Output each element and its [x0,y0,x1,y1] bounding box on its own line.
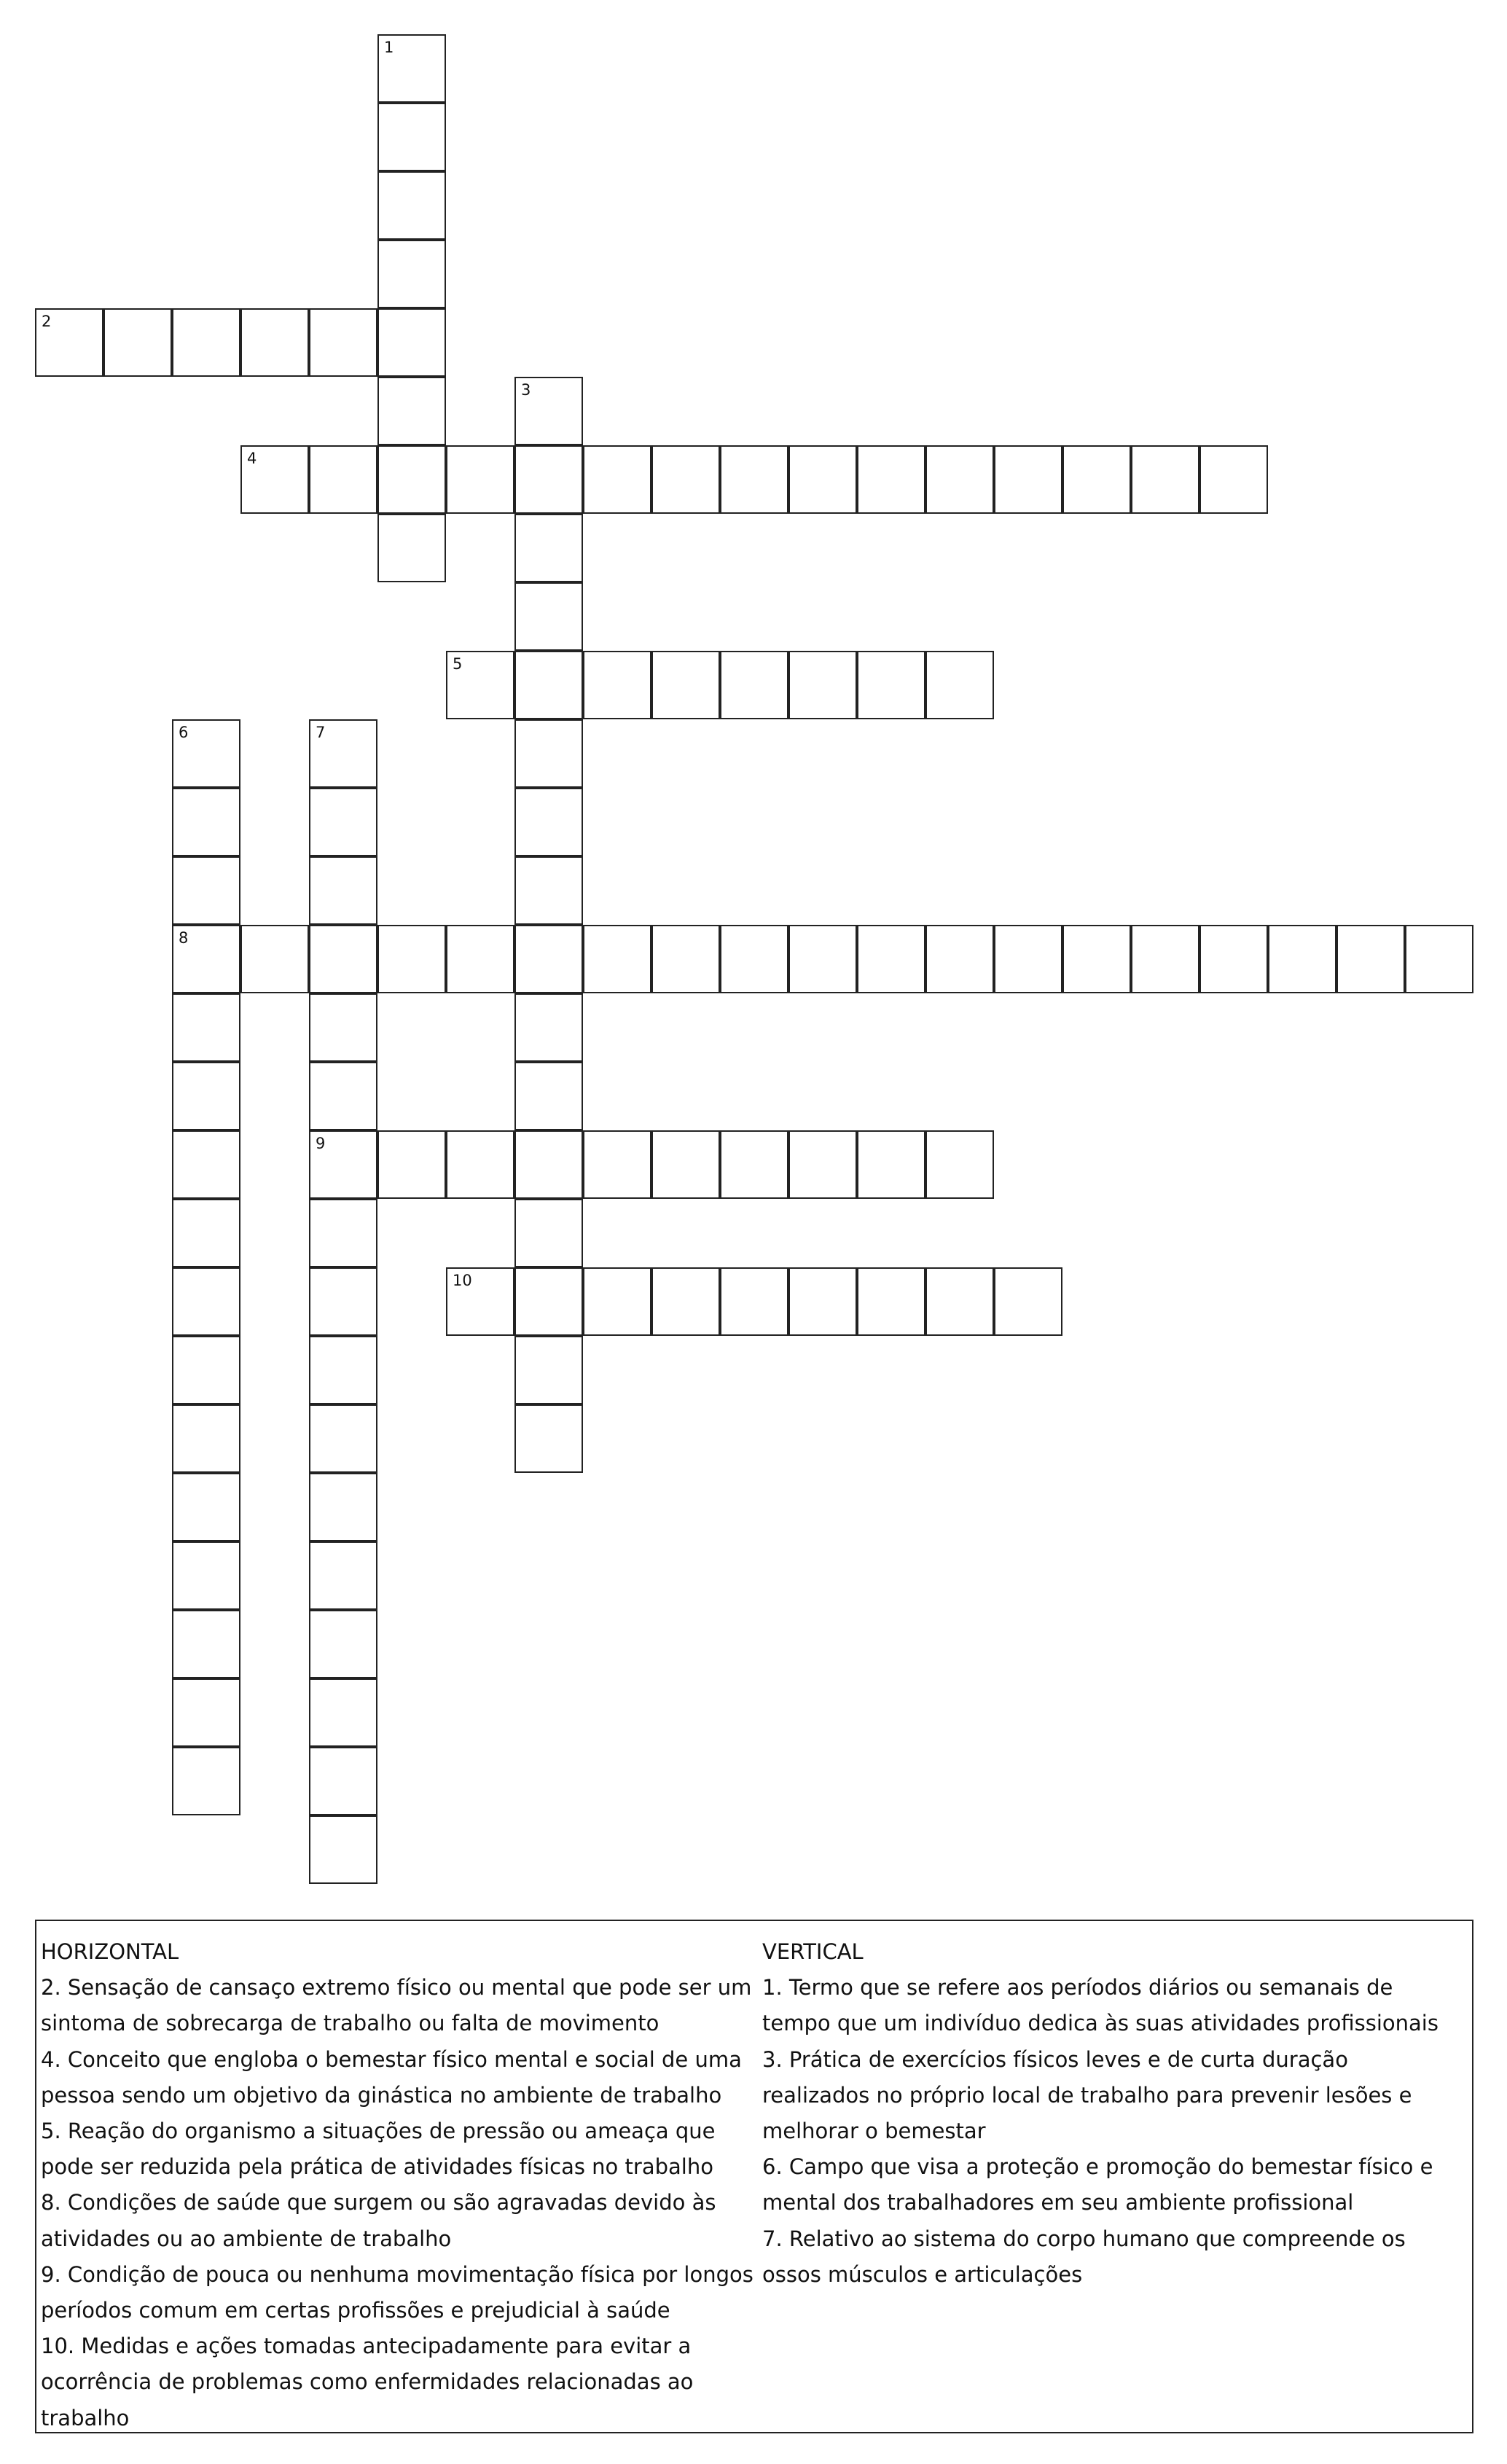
grid-cell[interactable] [172,719,240,788]
grid-cell[interactable] [309,1473,377,1541]
grid-cell[interactable] [377,514,446,582]
grid-cell[interactable] [172,1267,240,1336]
grid-cell[interactable] [925,1130,994,1199]
grid-cell[interactable] [720,925,788,993]
grid-cell[interactable] [720,1267,788,1336]
grid-cell[interactable] [514,1267,583,1336]
grid-cell[interactable] [1199,445,1268,514]
grid-cell[interactable] [925,925,994,993]
grid-cell[interactable] [309,1541,377,1610]
clue-10-across: 10. Medidas e ações tomadas antecipadamente para evitar a ocorrência de problemas como enfermidades relacionadas ao trabalho [41,2334,694,2430]
grid-cell[interactable] [309,1336,377,1404]
grid-cell[interactable] [925,651,994,719]
grid-cell[interactable] [172,993,240,1062]
grid-cell[interactable] [172,1336,240,1404]
grid-cell[interactable] [172,1130,240,1199]
clue-number: 6 [179,724,189,741]
grid-cell[interactable] [514,582,583,651]
clue-number: 9 [316,1135,326,1152]
grid-cell[interactable] [172,1404,240,1473]
horizontal-clues [41,1934,762,2436]
grid-cell[interactable] [1062,445,1131,514]
grid-cell[interactable] [1199,925,1268,993]
grid-cell[interactable] [309,1267,377,1336]
grid-cell[interactable] [172,1610,240,1678]
grid-cell[interactable] [172,1747,240,1815]
grid-cell[interactable] [172,1199,240,1267]
grid-cell[interactable] [583,925,651,993]
grid-cell[interactable] [240,445,309,514]
grid-cell[interactable] [35,308,103,377]
grid-cell[interactable] [788,651,857,719]
grid-cell[interactable] [514,1336,583,1404]
grid-cell[interactable] [514,445,583,514]
grid-cell[interactable] [720,445,788,514]
grid-cell[interactable] [925,1267,994,1336]
grid-cell[interactable] [309,856,377,925]
grid-cell[interactable] [377,1130,446,1199]
clue-1-down: 1. Termo que se refere aos períodos diários ou semanais de tempo que um indivíduo dedica às suas atividades profissionais [762,1975,1438,2036]
grid-cell[interactable] [788,925,857,993]
grid-cell[interactable] [309,445,377,514]
grid-cell[interactable] [309,1130,377,1199]
grid-cell[interactable] [377,171,446,240]
grid-cell[interactable] [309,788,377,856]
grid-cell[interactable] [172,308,240,377]
grid-cell[interactable] [172,1473,240,1541]
grid-cell[interactable] [583,445,651,514]
clue-5-across: 5. Reação do organismo a situações de pressão ou ameaça que pode ser reduzida pela prática de atividades físicas no trabalho [41,2119,716,2180]
grid-cell[interactable] [446,925,514,993]
grid-cell[interactable] [309,1199,377,1267]
clue-8-across: 8. Condições de saúde que surgem ou são agravadas devido às atividades ou ao ambiente de trabalho [41,2190,716,2251]
grid-cell[interactable] [857,445,925,514]
grid-cell[interactable] [514,856,583,925]
grid-cell[interactable] [514,514,583,582]
grid-cell[interactable] [172,1678,240,1747]
grid-cell[interactable] [446,651,514,719]
grid-cell[interactable] [377,925,446,993]
grid-cell[interactable] [514,993,583,1062]
grid-cell[interactable] [309,993,377,1062]
grid-cell[interactable] [240,308,309,377]
grid-cell[interactable] [172,856,240,925]
grid-cell[interactable] [309,1678,377,1747]
clue-number: 1 [384,39,394,56]
grid-cell[interactable] [172,1541,240,1610]
clue-number: 2 [42,313,52,330]
clue-number: 5 [453,655,463,673]
grid-cell[interactable] [377,103,446,171]
clue-6-down: 6. Campo que visa a proteção e promoção do bemestar físico e mental dos trabalhadores em seu ambiente profissional [762,2154,1433,2215]
grid-cell[interactable] [583,651,651,719]
grid-cell[interactable] [377,445,446,514]
grid-cell[interactable] [1062,925,1131,993]
grid-cell[interactable] [651,1130,720,1199]
grid-cell[interactable] [172,1062,240,1130]
grid-cell[interactable] [309,1815,377,1884]
grid-cell[interactable] [446,1267,514,1336]
grid-cell[interactable] [651,445,720,514]
grid-cell[interactable] [788,445,857,514]
grid-cell[interactable] [514,377,583,445]
grid-cell[interactable] [994,1267,1062,1336]
grid-cell[interactable] [994,925,1062,993]
grid-cell[interactable] [309,1062,377,1130]
grid-cell[interactable] [377,308,446,377]
vertical-heading: VERTICAL [762,1939,864,1964]
grid-cell[interactable] [857,925,925,993]
clue-2-across: 2. Sensação de cansaço extremo físico ou mental que pode ser um sintoma de sobrecarga de trabalho ou falta de movimento [41,1975,752,2036]
grid-cell[interactable] [514,651,583,719]
grid-cell[interactable] [857,1267,925,1336]
grid-cell[interactable] [514,1130,583,1199]
grid-cell[interactable] [377,377,446,445]
clue-number: 10 [453,1272,472,1289]
grid-cell[interactable] [172,925,240,993]
grid-cell[interactable] [377,34,446,103]
grid-cell[interactable] [788,1130,857,1199]
clue-9-across: 9. Condição de pouca ou nenhuma movimentação física por longos períodos comum em certas profissões e prejudicial à saúde [41,2261,754,2323]
grid-cell[interactable] [651,1267,720,1336]
grid-cell[interactable] [720,1130,788,1199]
clue-number: 7 [316,724,326,741]
grid-cell[interactable] [172,788,240,856]
grid-cell[interactable] [309,925,377,993]
grid-cell[interactable] [514,1199,583,1267]
clue-3-down: 3. Prática de exercícios físicos leves e de curta duração realizados no próprio local de trabalho para prevenir lesões e melhorar o bemestar [762,2046,1412,2144]
grid-cell[interactable] [309,1747,377,1815]
grid-cell[interactable] [377,240,446,308]
grid-cell[interactable] [1405,925,1473,993]
grid-cell[interactable] [446,445,514,514]
grid-cell[interactable] [994,445,1062,514]
grid-cell[interactable] [788,1267,857,1336]
grid-cell[interactable] [309,1404,377,1473]
clue-7-down: 7. Relativo ao sistema do corpo humano que compreende os ossos músculos e articulações [762,2226,1406,2287]
grid-cell[interactable] [514,788,583,856]
grid-cell[interactable] [514,1062,583,1130]
horizontal-heading: HORIZONTAL [41,1939,179,1964]
grid-cell[interactable] [514,925,583,993]
grid-cell[interactable] [651,925,720,993]
grid-cell[interactable] [925,445,994,514]
grid-cell[interactable] [1336,925,1405,993]
grid-cell[interactable] [514,719,583,788]
grid-cell[interactable] [446,1130,514,1199]
grid-cell[interactable] [240,925,309,993]
grid-cell[interactable] [1131,925,1199,993]
clue-number: 3 [521,381,531,399]
vertical-clues [762,1934,1462,2293]
grid-cell[interactable] [1268,925,1336,993]
grid-cell[interactable] [103,308,172,377]
grid-cell[interactable] [857,1130,925,1199]
grid-cell[interactable] [583,1267,651,1336]
grid-cell[interactable] [651,651,720,719]
grid-cell[interactable] [309,308,377,377]
grid-cell[interactable] [309,1610,377,1678]
grid-cell[interactable] [720,651,788,719]
clue-number: 4 [247,450,257,467]
grid-cell[interactable] [514,1404,583,1473]
clue-4-across: 4. Conceito que engloba o bemestar físico mental e social de uma pessoa sendo um objetivo da ginástica no ambiente de trabalho [41,2046,742,2108]
grid-cell[interactable] [583,1130,651,1199]
grid-cell[interactable] [857,651,925,719]
clue-number: 8 [179,929,189,947]
grid-cell[interactable] [1131,445,1199,514]
clues-box [35,1920,1473,2433]
grid-cell[interactable] [309,719,377,788]
